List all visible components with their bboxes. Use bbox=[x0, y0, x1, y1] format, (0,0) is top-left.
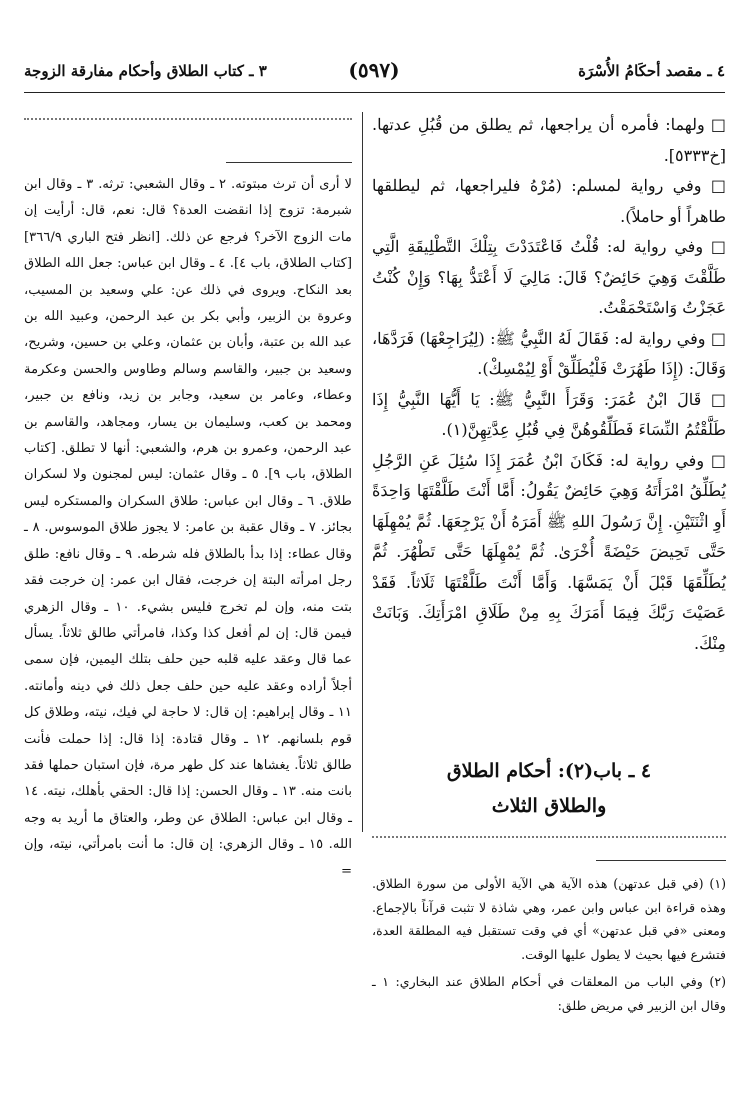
dotted-separator bbox=[24, 118, 352, 130]
hadith-paragraph: □ قَالَ ابْنُ عُمَرَ: وَقَرَأَ النَّبِيُّ ﷺ: يَا أَيُّهَا النَّبِيُّ إِذَا طَلَّقْتُمُ النِّسَاءَ فَطَلِّقُوهُنَّ فِي قُبُلِ عِدَّتِهِنَّ(١). bbox=[372, 389, 726, 439]
chapter-heading-line1: ٤ ـ باب(٢): أحكام الطلاق bbox=[446, 760, 652, 782]
hadith-paragraph: □ وفي رواية له: فَكَانَ ابْنُ عُمَرَ إِذَا سُئِلَ عَنِ الرَّجُلِ يُطَلِّقُ امْرَأَتَهُ وَهِيَ حَائِضٌ يَقُولُ: أَمَّا أَنْتَ طَلَّقْتَهَا وَاحِدَةً أَوِ اثْنَتَيْنِ. إِنَّ رَسُولَ اللهِ ﷺ أَمَرَهُ أَنْ يَرْجِعَهَا. ثُمَّ يُمْهِلَهَا حَتَّى تَحِيضَ حَيْضَةً أُخْرَىٰ. ثُمَّ يُمْهِلَهَا حَتَّى تَطْهُرَ. ثُمَّ يُطَلِّقَهَا قَبْلَ أَنْ يَمَسَّهَا. وَأَمَّا أَنْتَ طَلَّقْتَهَا ثَلَاثاً. فَقَدْ عَصَيْتَ رَبَّكَ فِيمَا أَمَرَكَ بِهِ مِنْ طَلَاقِ امْرَأَتِكَ. وَبَانَتْ مِنْكَ. bbox=[372, 450, 726, 653]
footnotes bbox=[372, 872, 726, 1022]
note-rule bbox=[226, 162, 352, 163]
side-notes-column bbox=[24, 172, 352, 885]
chapter-title: ٣ ـ كتاب الطلاق وأحكام مفارقة الزوجة bbox=[24, 62, 267, 80]
footnote-1: (١) (في قبل عدتهن) هذه الآية هي الآية الأولى من سورة الطلاق. وهذه قراءة ابن عباس وابن عمر، وهي شاذة لا تثبت قرآناً بالإجماع. ومعنى «في قبل عدتهن» أي في وقت تستقبل فيه المطلقة العدة، فتشرع فيها بحيث لا يطول عليها الوقت. bbox=[372, 876, 726, 962]
main-text-column bbox=[372, 110, 726, 659]
page-number: (٥٩٧) bbox=[348, 58, 400, 82]
hadith-paragraph: □ وفي رواية له: قُلْتُ فَاعْتَدَدْتَ بِتِلْكَ التَّطْلِيقَةِ الَّتِي طَلَّقْتَ وَهِيَ حَائِضٌ؟ قَالَ: مَالِيَ لَا أَعْتَدُّ بِهَا؟ وَإِنْ كُنْتُ عَجَزْتُ وَاسْتَحْمَقْتُ. bbox=[372, 237, 726, 317]
footnote-2: (٢) وفي الباب من المعلقات في أحكام الطلاق عند البخاري: ١ ـ وقال ابن الزبير في مريض طلق: bbox=[372, 974, 726, 1013]
hadith-paragraph: □ وفي رواية له: فَقَالَ لَهُ النَّبِيُّ ﷺ: (لِيُرَاجِعْهَا) فَرَدَّهَا، وَقَالَ: (إِذَا طَهُرَتْ فَلْيُطَلِّقْ أَوْ لِيُمْسِكْ). bbox=[372, 328, 726, 378]
chapter-heading-line2: والطلاق الثلاث bbox=[491, 795, 607, 817]
page-header bbox=[24, 58, 725, 93]
section-title: ٤ ـ مقصد أحكَامُ الأُسْرَة bbox=[578, 62, 725, 80]
column-divider bbox=[362, 112, 363, 832]
hadith-paragraph: □ وفي رواية لمسلم: (مُرْهُ فليراجعها، ثم ليطلقها طاهراً أو حاملاً). bbox=[372, 176, 726, 226]
side-notes-text: لا أرى أن ترث مبتوته. ٢ ـ وقال الشعبي: ترثه. ٣ ـ وقال ابن شبرمة: تزوج إذا انقضت العدة؟ قال: نعم، قال: أرأيت إن مات الزوج الآخر؟ فرجع عن ذلك. [انظر فتح الباري ٣٦٦/٩] [كتاب الطلاق، باب ٤]. ٤ ـ وقال ابن عباس: جعل الله الطلاق بعد النكاح. ويروى في ذلك عن: علي وسعيد بن المسيب، وعروة بن الزبير، وأبي بكر بن عبد الرحمن، وعبيد الله بن عبد الله بن عتبة، وأبان بن عثمان، وعلي بن حسين، وشريح، وسعيد بن جبير، والقاسم وسالم وطاوس والحسن وعكرمة وعطاء، وعامر بن سعيد، وجابر بن زيد، ونافع بن جبير، ومحمد بن كعب، وسليمان بن يسار، ومجاهد، والقاسم بن عبد الرحمن، وعمرو بن هرم، والشعبي: أنها لا تطلق. [كتاب الطلاق، باب ٩]. ٥ ـ وقال عثمان: ليس لمجنون ولا لسكران طلاق. ٦ ـ وقال ابن عباس: طلاق السكران والمستكره ليس بجائز. ٧ ـ وقال عقبة بن عامر: لا يجوز طلاق الموسوس. ٨ ـ وقال عطاء: إذا بدأ بالطلاق فله شرطه. ٩ ـ وقال نافع: طلق رجل امرأته البتة إن خرجت، فقال ابن عمر: إن خرجت فقد بتت منه، وإن لم تخرج فليس بشيء. ١٠ ـ وقال الزهري فيمن قال: إن لم أفعل كذا وكذا، فامرأتي طالق ثلاثاً. يسأل عما قال وعقد عليه قلبه حين حلف بتلك اليمين، فإن سمى أجلاً أراده وعقد عليه حين حلف جعل ذلك في دينه وأمانته. ١١ ـ وقال إبراهيم: إن قال: لا حاجة لي فيك، نيته، وطلاق كل قوم بلسانهم. ١٢ ـ وقال قتادة: إذا قال: إذا حملت فأنت طالق ثلاثاً. يغشاها عند كل طهر مرة، فإن استبان حملها فقد بانت منه. ١٣ ـ وقال الحسن: إذا قال: الحقي بأهلك، نيته. ١٤ ـ وقال ابن عباس: الطلاق عن وطر، والعتاق ما أريد به وجه الله. ١٥ ـ وقال الزهري: إن قال: ما أنت بامرأتي، نيته، وإن = bbox=[24, 177, 353, 879]
dotted-separator bbox=[372, 836, 726, 848]
chapter-heading bbox=[372, 754, 726, 824]
footnote-rule bbox=[596, 860, 726, 861]
hadith-paragraph: □ ولهما: فأمره أن يراجعها، ثم يطلق من قُبُلِ عدتها. [خ٥٣٣٣]. bbox=[372, 115, 726, 165]
